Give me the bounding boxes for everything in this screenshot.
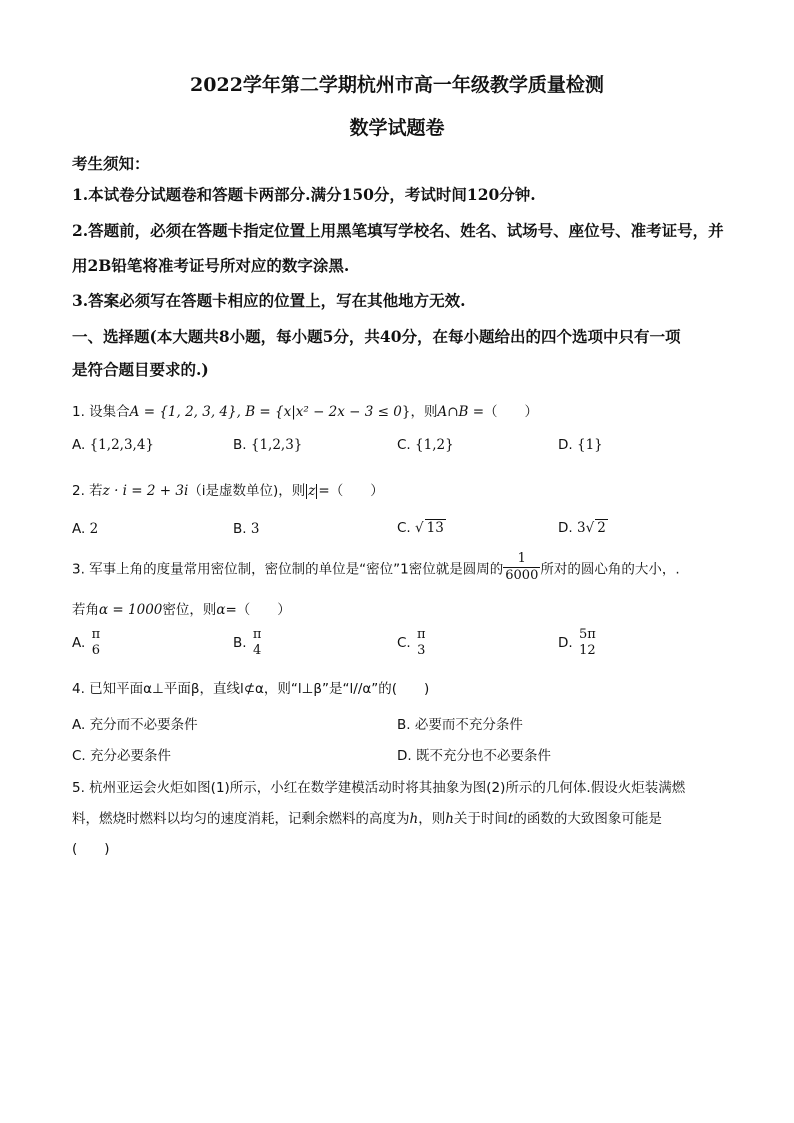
q2-z: z: [308, 483, 316, 499]
q2-option-a[interactable]: A. 2: [72, 521, 99, 537]
question-2: [72, 479, 384, 499]
q2-note: （i是虚数单位)，则: [188, 483, 306, 499]
q2-option-c[interactable]: C. √ 13: [397, 520, 444, 536]
exam-title: 2022学年第二学期杭州市高一年级教学质量检测: [190, 74, 604, 96]
q4-option-b[interactable]: B. 必要而不充分条件: [397, 717, 523, 733]
q1-option-b[interactable]: B. {1,2,3}: [233, 437, 303, 453]
q3-equation: α = 1000: [99, 602, 163, 618]
section-heading-line-1: 一、选择题(本大题共8小题，每小题5分，共40分，在每小题给出的四个选项中只有一项: [72, 327, 681, 346]
question-5-line-1: 5. 杭州亚运会火炬如图(1)所示，小红在数学建模活动时将其抽象为图(2)所示的几何体.假设火炬装满燃: [72, 780, 686, 796]
q4-option-c[interactable]: C. 充分必要条件: [72, 748, 172, 764]
q3-alpha: α: [216, 602, 226, 618]
q1-set-a: A = {1, 2, 3, 4}: [129, 404, 237, 420]
question-5-line-2: 料，燃烧时燃料以均匀的速度消耗，记剩余燃料的高度为h，则h关于时间t的函数的大致图象可能是: [72, 811, 662, 827]
q2-prefix: 2. 若: [72, 483, 103, 499]
question-5-line-3: ( ): [72, 841, 110, 857]
q1-set-b-start: , B = {x|: [236, 404, 296, 420]
sqrt-radicand: 13: [426, 520, 444, 536]
q1-expr: A∩B =: [437, 404, 485, 420]
notice-item-3: 3.答案必须写在答题卡相应的位置上，写在其他地方无效.: [72, 291, 466, 310]
q1-blank: （ ）: [484, 404, 539, 420]
q2-equation: z · i = 2 + 3i: [102, 483, 189, 499]
q4-option-d[interactable]: D. 既不充分也不必要条件: [397, 748, 551, 764]
q3-text-c: 若角: [72, 602, 99, 618]
option-fraction: π 4: [252, 627, 262, 658]
exam-subtitle: 数学试题卷: [349, 117, 445, 139]
notice-item-2-line-1: 2.答题前，必须在答题卡指定位置上用黑笔填写学校名、姓名、试场号、座位号、准考证号，并: [72, 221, 724, 240]
q3-option-d[interactable]: D. 5π 12: [558, 627, 596, 658]
q1-prefix: 1. 设集合: [72, 404, 130, 420]
q3-option-a[interactable]: A. π 6: [72, 627, 101, 658]
question-4: 4. 已知平面α⊥平面β，直线l⊄α，则“l⊥β”是“l//α”的( ): [72, 681, 430, 697]
q1-option-a[interactable]: A. {1,2,3,4}: [72, 437, 155, 453]
question-1: [72, 400, 538, 420]
q3-text-a: 3. 军事上角的度量常用密位制，密位制的单位是“密位”1密位就是圆周的: [72, 561, 504, 578]
section-heading-line-2: 是符合题目要求的.): [72, 360, 209, 379]
q3-option-c[interactable]: C. π 3: [397, 627, 426, 658]
question-3-line-1: [72, 551, 680, 584]
q5-h: h: [445, 811, 454, 827]
q1-option-c[interactable]: C. {1,2}: [397, 437, 454, 453]
notice-heading: 考生须知：: [72, 154, 150, 173]
q2-blank: （ ）: [329, 483, 384, 499]
notice-item-2-line-2: 用2B铅笔将准考证号所对应的数字涂黑.: [72, 256, 350, 275]
q1-set-b-end: }: [401, 404, 411, 420]
q3-text-d: 密位，则: [162, 602, 217, 618]
q2-option-d[interactable]: D. 3√ 2: [558, 520, 606, 536]
option-fraction: π 3: [417, 627, 426, 658]
question-3-line-2: [72, 598, 291, 618]
q1-mid: ，则: [410, 404, 438, 420]
option-fraction: 5π 12: [578, 627, 596, 658]
notice-item-1: 1.本试卷分试题卷和答题卡两部分.满分150分，考试时间120分钟.: [72, 185, 536, 204]
q3-text-b: 所对的圆心角的大小，.: [540, 561, 680, 578]
q2-equals: =: [318, 483, 330, 499]
q3-blank: =（ ）: [225, 602, 291, 618]
q4-option-a[interactable]: A. 充分而不必要条件: [72, 717, 198, 733]
q3-fraction: $\frac{1}{6000}$: [505, 551, 539, 583]
q1-option-d[interactable]: D. {1}: [558, 437, 603, 453]
q3-option-b[interactable]: B. π 4: [233, 627, 262, 658]
q5-t: t: [507, 811, 514, 827]
q2-option-b[interactable]: B. 3: [233, 521, 260, 537]
q5-h: h: [409, 811, 419, 827]
sqrt-radicand: 2: [597, 520, 606, 536]
option-fraction: π 6: [91, 627, 101, 658]
q1-set-b-expr: x² − 2x − 3 ≤ 0: [295, 404, 402, 420]
